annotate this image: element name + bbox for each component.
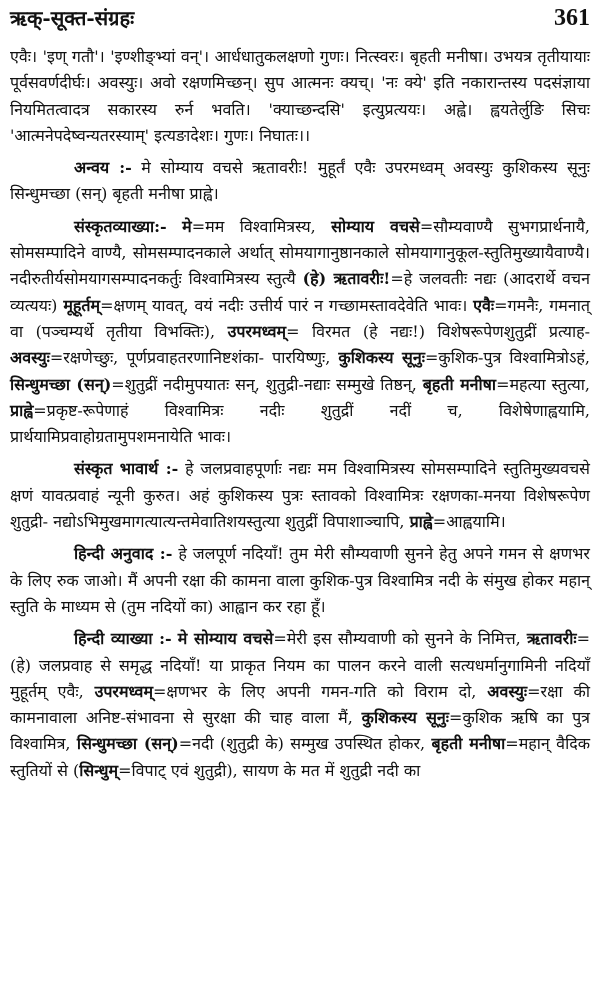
bold-term: अवस्युः xyxy=(10,348,50,368)
bold-term: कुशिकस्य सूनुः xyxy=(361,708,450,728)
text-run: =क्षणम् यावत्, वयं नदीः उत्तीर्य पारं न गच्छामस्तावदेवेति भावः। xyxy=(100,295,474,315)
bold-term: सिन्धुमच्छा (सन्) xyxy=(10,374,112,394)
text-run: =रक्षणेच्छुः, पूर्णप्रवाहतरणानिष्टशंका- पारयिष्णुः, xyxy=(49,348,339,368)
bold-term: (हे) ऋतावरीः! xyxy=(302,269,391,289)
bold-term: मे xyxy=(182,216,192,236)
paragraph xyxy=(10,214,590,451)
bold-term: मूहूर्तम् xyxy=(63,295,101,315)
paragraph xyxy=(10,626,590,784)
text-run: =आह्वयामि। xyxy=(432,512,506,532)
bold-term: कुशिकस्य सूनुः xyxy=(338,348,425,368)
section-heading: हिन्दी व्याख्या :- xyxy=(74,629,172,649)
text-run: =विपाट् एवं शुतुद्री), सायण के मत में शुतुद्री नदी का xyxy=(118,760,421,780)
text-run: =महान् वैदिक स्तुतियों से ( xyxy=(10,734,590,780)
paragraph xyxy=(10,541,590,620)
text-run: = विरमत (हे नद्यः!) विशेषरूपेणशुतुद्रीं प्रत्याह- xyxy=(286,321,590,341)
bold-term: मे सोम्याय वचसे xyxy=(177,629,274,649)
paragraph xyxy=(10,155,590,208)
bold-term: बृहती मनीषा xyxy=(422,374,497,394)
text-run: =रक्षा की कामनावाला अनिष्ट-संभावना से सुरक्षा की चाह वाला मैं, xyxy=(10,681,590,728)
running-head: ऋक्-सूक्त-संग्रहः xyxy=(10,6,135,30)
bold-term: ऋतावरीः xyxy=(526,629,577,649)
text-run: =मेरी इस सौम्यवाणी को सुनने के निमित्त, xyxy=(273,629,527,649)
page-header xyxy=(10,0,590,44)
bold-term: एवैः xyxy=(473,295,495,315)
section-heading: अन्वय :- xyxy=(74,158,132,178)
text-run: =मम विश्वामित्रस्य, xyxy=(191,216,332,236)
paragraph xyxy=(10,456,590,535)
bold-term: प्राह्वे xyxy=(409,512,433,532)
bold-term: सिन्धुम् xyxy=(79,760,119,780)
section-heading: संस्कृतव्याख्या:- xyxy=(74,216,167,236)
bold-term: बृहती मनीषा xyxy=(431,734,506,754)
text-run: हे जलप्रवाहपूर्णाः नद्यः मम विश्वामित्रस्य सोमसम्पादिने स्तुतिमुख्यवचसे क्षणं यावत्प्रवाहं न्यूनी कुरुत। अहं कुशिकस्य पुत्रः स्तावको विश्वामित्रः रक्षणका-मनया विशेषरूपेण शुतुद्री- नद्योऽभिमुखमागत्यात्यन्तमेवातिशयस्तुत्या शुतुद्रीं विपाशाञ्चापि, xyxy=(10,459,590,532)
bold-term: अवस्युः xyxy=(487,681,528,701)
bold-term: उपरमध्वम् xyxy=(94,681,154,701)
text-run: =शुतुद्रीं नदीमुपयातः सन्, शुतुद्री-नद्याः सम्मुखे तिष्ठन्, xyxy=(111,374,423,394)
text-run: =(हे) जलप्रवाह से समृद्ध नदियाँ! या प्राकृत नियम का पालन करने वाली सत्यधर्मानुगामिनी नदियाँ मुहूर्तम् एवैः, xyxy=(10,629,590,701)
text-run: एवैः। 'इण् गतौ'। 'इण्शीङ्भ्यां वन्'। आर्धधातुकलक्षणो गुणः। नित्स्वरः। बृहती मनीषा। उभयत्र तृतीयायाः पूर्वसवर्णदीर्घः। अवस्युः। अवो रक्षणमिच्छन्। सुप आत्मनः क्यच्। 'नः क्ये' इति नकारान्तस्य पदसंज्ञाया नियमितत्वादत्र सकारस्य रुर्न भवति। 'क्याच्छन्दसि' इत्युप्रत्ययः। अह्वे। ह्वयतेर्लुङि सिचः 'आत्मनेपदेष्वन्यतरस्याम्' इत्यङादेशः। गुणः। निघातः।। xyxy=(10,47,590,145)
page-body xyxy=(10,44,590,784)
page-number: 361 xyxy=(554,5,590,31)
bold-term: सोम्याय वचसे xyxy=(331,216,420,236)
paragraph xyxy=(10,44,590,149)
bold-term: सिन्धुमच्छा (सन्) xyxy=(76,734,179,754)
bold-term: उपरमध्वम् xyxy=(227,321,287,341)
text-run: =सौम्यवाण्यै सुभगप्रार्थनायै, सोमसम्पादिने वाण्यै, सोमसम्पादनकाले अर्थात् सोमयागानुष्ठानकाले सोमयागानुकूल-स्तुतिमुख्यायैवाण्यै। नदीरुतीर्यसोमयागसम्पादनकर्तुः विश्वामित्रस्य स्तुत्यै xyxy=(10,216,590,289)
section-heading: संस्कृत भावार्थ :- xyxy=(74,459,179,479)
text-run: =प्रकृष्ट-रूपेणाहं विश्वामित्रः नदीः शुतुद्रीं नदीं च, विशेषेणाह्वयामि, प्रार्थयामिप्रवाहोग्रतामुपशमनायेति भावः। xyxy=(10,400,590,447)
text-run: हे जलपूर्ण नदियाँ! तुम मेरी सौम्यवाणी सुनने हेतु अपने गमन से क्षणभर के लिए रुक जाओ। मैं अपनी रक्षा की कामना वाला कुशिक-पुत्र विश्वामित्र नदी के संमुख होकर महान् स्तुति के माध्यम से (तुम नदियों का) आह्वान कर रहा हूँ। xyxy=(10,544,590,616)
text-run: =गमनैः, गमनात् वा (पञ्चम्यर्थे तृतीया विभक्तिः), xyxy=(10,295,590,341)
text-run: =कुशिक-पुत्र विश्वामित्रोऽहं, xyxy=(425,348,591,368)
text-run: =हे जलवतीः नद्यः (आदरार्थे वचन व्यत्ययः) xyxy=(10,269,590,315)
bold-term: प्राह्वे xyxy=(10,400,34,420)
text-run: =महत्या स्तुत्या, xyxy=(496,374,590,394)
section-heading: हिन्दी अनुवाद :- xyxy=(74,544,173,564)
text-run: मे सोम्याय वचसे ऋतावरीः! मुहूर्तं एवैः उपरमध्वम् अवस्युः कुशिकस्य सूनुः सिन्धुमच्छा (सन्) बृहती मनीषा प्राह्वे। xyxy=(10,158,590,204)
text-run: =नदी (शुतुद्री के) सम्मुख उपस्थित होकर, xyxy=(178,734,432,754)
text-run: =क्षणभर के लिए अपनी गमन-गति को विराम दो, xyxy=(153,681,488,701)
text-run: =कुशिक ऋषि का पुत्र विश्वामित्र, xyxy=(10,708,590,754)
